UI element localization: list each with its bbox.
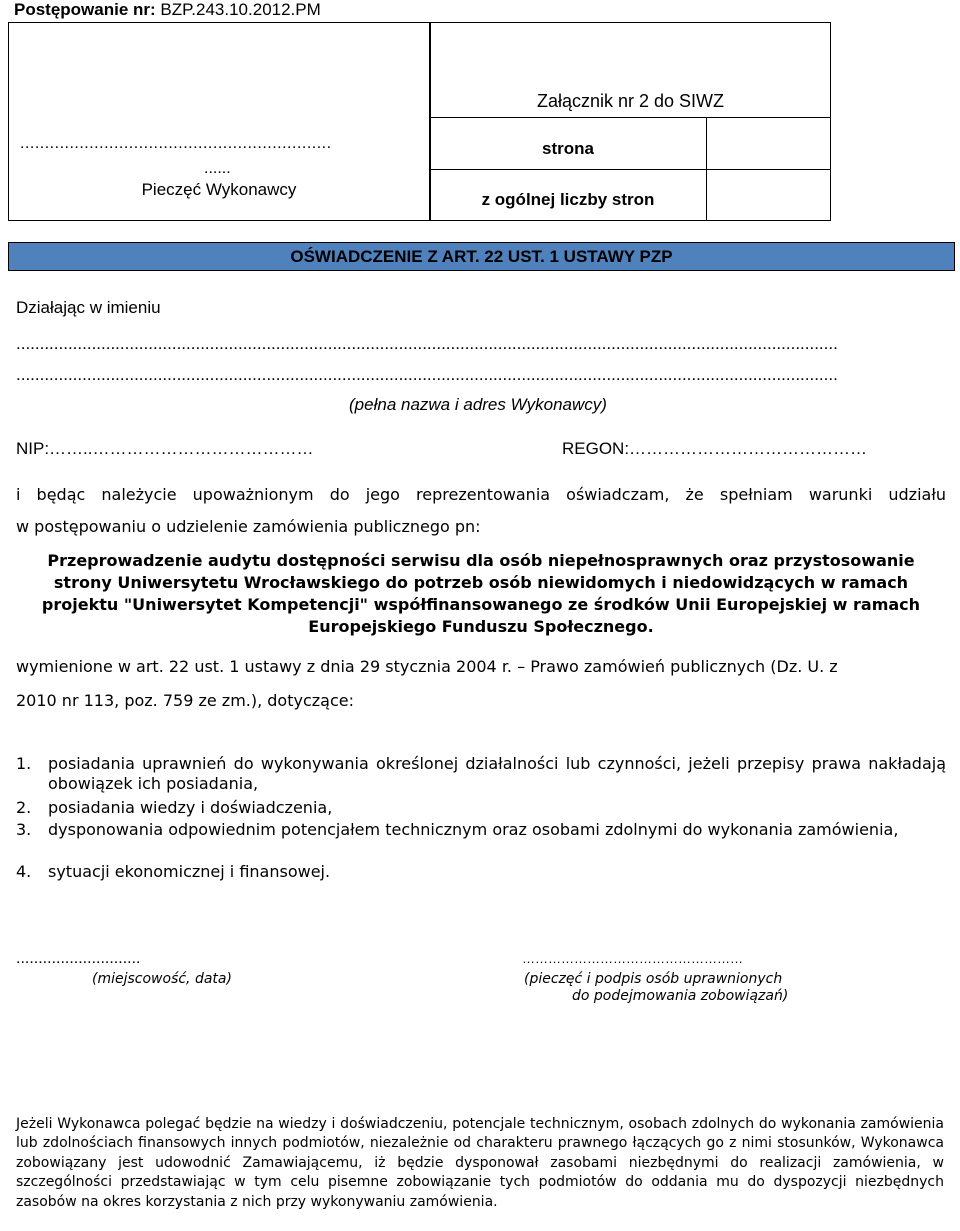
list-text: dysponowania odpowiednim potencjałem technicznym oraz osobami zdolnymi do wykonania zamówienia,	[48, 820, 899, 839]
place-date-dots[interactable]: ............................	[16, 950, 141, 967]
proceeding-number-line	[14, 0, 321, 20]
contractor-stamp-label: Pieczęć Wykonawcy	[141, 180, 297, 199]
list-text: posiadania uprawnień do wykonywania określonej działalności lub czynności, jeżeli przepisy prawa nakładają obowiązek ich posiadania,	[48, 754, 946, 793]
box-divider	[706, 117, 707, 220]
list-number: 3.	[16, 820, 32, 839]
signature-dots[interactable]: ……………………………………………	[522, 951, 743, 966]
page-label: strona	[542, 139, 594, 158]
contractor-name-dots[interactable]: ..............................................................................................................................................................................	[16, 334, 838, 353]
box-divider	[431, 169, 830, 170]
legal-basis-text-continued: 2010 nr 113, poz. 759 ze zm.), dotyczące:	[16, 691, 354, 710]
proceeding-number: BZP.243.10.2012.PM	[160, 0, 321, 19]
stamp-dots-line-short: ......	[204, 160, 231, 177]
list-number: 4.	[16, 862, 32, 881]
acting-on-behalf-label: Działając w imieniu	[16, 298, 161, 317]
list-number: 2.	[16, 798, 32, 817]
nip-field[interactable]: NIP:……..…………………………………	[16, 439, 314, 458]
place-date-label: (miejscowość, data)	[92, 971, 232, 987]
stamp-dots-line: ...............................................................	[20, 135, 332, 152]
regon-field[interactable]: REGON:……………………………………	[562, 439, 868, 458]
box-divider	[431, 117, 830, 118]
declaration-text-continued: w postępowaniu o udzielenie zamówienia publicznego pn:	[16, 517, 481, 536]
list-text: sytuacji ekonomicznej i finansowej.	[48, 862, 331, 881]
declaration-text: i będąc należycie upoważnionym do jego reprezentowania oświadczam, że spełniam warunki udziału	[16, 485, 946, 504]
signature-label-continued: do podejmowania zobowiązań)	[572, 988, 789, 1004]
contractor-address-dots[interactable]: ..............................................................................................................................................................................	[16, 365, 838, 384]
annex-label: Załącznik nr 2 do SIWZ	[536, 91, 725, 111]
signature-label: (pieczęć i podpis osób uprawnionych	[524, 971, 783, 987]
full-name-hint: (pełna nazwa i adres Wykonawcy)	[349, 395, 607, 414]
total-pages-label: z ogólnej liczby stron	[481, 190, 655, 209]
project-title: Przeprowadzenie audytu dostępności serwisu dla osób niepełnosprawnych oraz przystosowanie strony Uniwersytetu Wrocławskiego do potrzeb osób niewidomych i niedowidzących w ramach projektu "Uniwersytet Kompetencji" współfinansowanego ze środków Unii Europejskiej w ramach Europejskiego Funduszu Społecznego.	[41, 551, 921, 636]
statement-title: OŚWIADCZENIE Z ART. 22 UST. 1 USTAWY PZP	[290, 247, 673, 266]
list-item	[16, 754, 946, 794]
list-number: 1.	[16, 754, 32, 773]
footnote: Jeżeli Wykonawca polegać będzie na wiedzy i doświadczeniu, potencjale technicznym, osobach zdolnych do wykonania zamówienia lub zdolnościach finansowych innych podmiotów, niezależnie od charakteru prawnego łączących go z nimi stosunków, Wykonawca zobowiązany jest udowodnić Zamawiającemu, iż będzie dysponował zasobami niezbędnymi do realizacji zamówienia, w szczególności przedstawiając w tym celu pisemne zobowiązanie tych podmiotów do oddania mu do dyspozycji niezbędnych zasobów na okres korzystania z nich przy wykonywaniu zamówienia.	[16, 1116, 944, 1210]
list-text: posiadania wiedzy i doświadczenia,	[48, 798, 333, 817]
legal-basis-text: wymienione w art. 22 ust. 1 ustawy z dnia 29 stycznia 2004 r. – Prawo zamówień publicznych (Dz. U. z	[16, 657, 838, 676]
proceeding-label: Postępowanie nr:	[14, 0, 156, 19]
